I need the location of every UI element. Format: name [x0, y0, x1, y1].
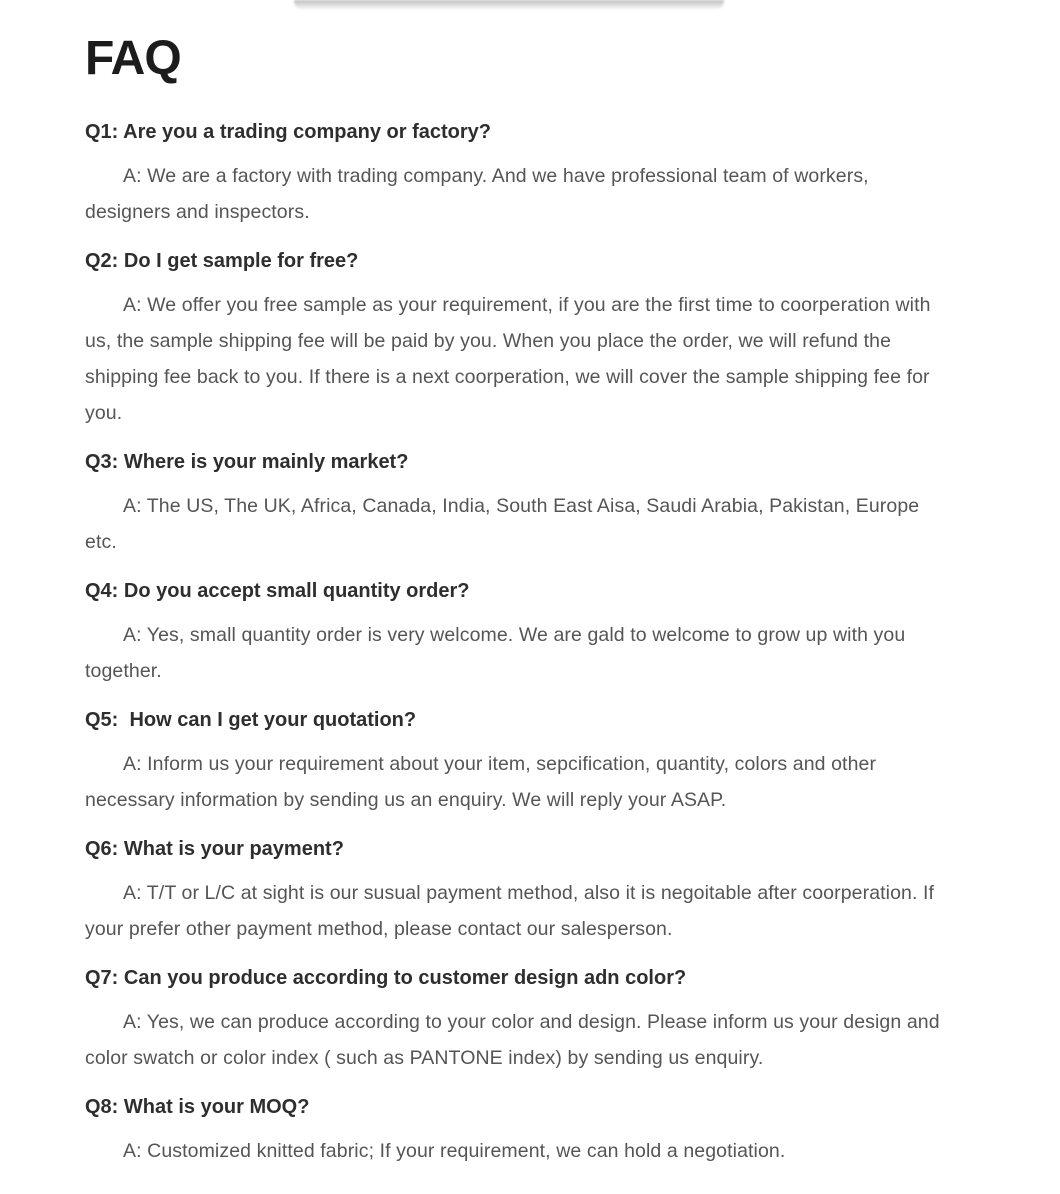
- faq-answer: A: Customized knitted fabric; If your requirement, we can hold a negotiation.: [123, 1140, 786, 1163]
- faq-item: [85, 118, 950, 230]
- page-title: FAQ: [85, 32, 181, 85]
- faq-item: [85, 247, 950, 431]
- top-edge-artifact: [294, 0, 724, 10]
- faq-question: Q6: What is your payment?: [85, 838, 344, 861]
- faq-answer: A: The US, The UK, Africa, Canada, India, South East Aisa, Saudi Arabia, Pakistan, Europe etc.: [85, 495, 920, 554]
- faq-question: Q4: Do you accept small quantity order?: [85, 580, 470, 603]
- faq-item: [85, 964, 950, 1076]
- faq-answer: A: Inform us your requirement about your item, sepcification, quantity, colors and other necessary information by sending us an enquiry. We will reply your ASAP.: [85, 753, 877, 812]
- faq-question: Q7: Can you produce according to customer design adn color?: [85, 967, 687, 990]
- faq-item: [85, 706, 950, 818]
- faq-item: [85, 835, 950, 947]
- faq-answer: A: Yes, we can produce according to your color and design. Please inform us your design and color swatch or color index ( such as PANTONE index) by sending us enquiry.: [85, 1011, 940, 1070]
- faq-question: Q2: Do I get sample for free?: [85, 250, 359, 273]
- faq-item: [85, 448, 950, 560]
- faq-answer: A: Yes, small quantity order is very welcome. We are gald to welcome to grow up with you together.: [85, 624, 906, 683]
- faq-item: [85, 577, 950, 689]
- faq-answer: A: We offer you free sample as your requirement, if you are the first time to coorperation with us, the sample shipping fee will be paid by you. When you place the order, we will refund the shipping fee back to you. If there is a next coorperation, we will cover the sample shipping fee for you.: [85, 294, 931, 425]
- faq-answer: A: We are a factory with trading company. And we have professional team of workers, designers and inspectors.: [85, 165, 869, 224]
- faq-question: Q3: Where is your mainly market?: [85, 451, 409, 474]
- faq-question: Q1: Are you a trading company or factory?: [85, 121, 492, 144]
- faq-answer: A: T/T or L/C at sight is our susual payment method, also it is negoitable after coorperation. If your prefer other payment method, please contact our salesperson.: [85, 882, 935, 941]
- faq-question: Q8: What is your MOQ?: [85, 1096, 310, 1119]
- faq-question: Q5: How can I get your quotation?: [85, 709, 417, 732]
- faq-item: [85, 1093, 950, 1169]
